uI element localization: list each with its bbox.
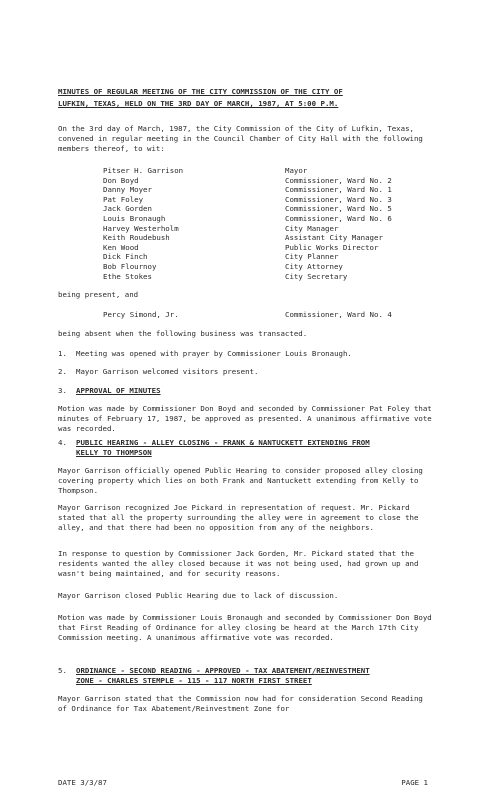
- member-title: City Secretary: [285, 271, 348, 281]
- member-row: [103, 233, 392, 243]
- member-title: Commissioner, Ward No. 3: [285, 194, 392, 204]
- member-row: [103, 204, 392, 214]
- second-reading-paragraph: Mayor Garrison stated that the Commission now had for consideration Second Reading of Ordinance for Tax Abatement/Reinvestment Zone for: [58, 694, 423, 713]
- member-title: Commissioner, Ward No. 2: [285, 175, 392, 185]
- being-absent-text: being absent when the following business was transacted.: [58, 329, 308, 338]
- item-4-header-line-1: PUBLIC HEARING - ALLEY CLOSING - FRANK & NANTUCKETT EXTENDING FROM: [76, 438, 370, 447]
- member-title: Assistant City Manager: [285, 233, 383, 243]
- member-title: City Attorney: [285, 261, 343, 271]
- item-4-number: 4.: [58, 438, 67, 447]
- gorden-question-paragraph: In response to question by Commissioner Jack Gorden, Mr. Pickard stated that the residents wanted the alley closed because it was not being used, had grown up and wasn't being maintained, and for security reasons.: [58, 549, 419, 578]
- pickard-paragraph: Mayor Garrison recognized Joe Pickard in representation of request. Mr. Pickard stated that all the property surrounding the alley were in agreement to close the alley, and that there had been no opposition from any of the neighbors.: [58, 503, 419, 532]
- item-4-header-line-2: KELLY TO THOMPSON: [76, 448, 152, 457]
- member-row: [103, 195, 392, 205]
- member-title: Mayor: [285, 166, 308, 175]
- hearing-closed-paragraph: Mayor Garrison closed Public Hearing due to lack of discussion.: [58, 591, 339, 600]
- member-row: [103, 262, 392, 272]
- member-name: Danny Moyer: [103, 185, 152, 195]
- member-row: [103, 166, 392, 176]
- member-name: Jack Gorden: [103, 204, 152, 214]
- member-row: [103, 243, 392, 253]
- footer-page-number: PAGE 1: [401, 778, 428, 787]
- member-name: Keith Roudebush: [103, 233, 170, 243]
- member-name: Dick Finch: [103, 252, 148, 262]
- item-1-number: 1.: [58, 349, 67, 358]
- item-5-header-line-2: ZONE - CHARLES STEMPLE - 115 - 117 NORTH FIRST STREET: [76, 676, 312, 685]
- first-reading-motion-paragraph: Motion was made by Commissioner Louis Bronaugh and seconded by Commissioner Don Boyd that First Reading of Ordinance for alley closing be heard at the March 17th City Commission meeting. A unanimous affirmative vote was recorded.: [58, 613, 432, 642]
- member-row: [103, 224, 392, 234]
- member-name: Don Boyd: [103, 175, 139, 185]
- member-title: City Planner: [285, 252, 339, 262]
- member-row: [103, 185, 392, 195]
- item-2: [58, 367, 436, 377]
- title-line-2: LUFKIN, TEXAS, HELD ON THE 3RD DAY OF MARCH, 1987, AT 5:00 P.M.: [58, 99, 339, 108]
- absent-member-title: Commissioner, Ward No. 4: [285, 310, 392, 319]
- member-name: Ethe Stokes: [103, 271, 152, 281]
- item-5-header-line-1: ORDINANCE - SECOND READING - APPROVED - TAX ABATEMENT/REINVESTMENT: [76, 666, 370, 675]
- item-4-heading: [58, 438, 436, 458]
- item-3-number: 3.: [58, 386, 67, 395]
- member-name: Bob Flournoy: [103, 261, 157, 271]
- item-2-number: 2.: [58, 367, 67, 376]
- member-title: Commissioner, Ward No. 5: [285, 204, 392, 214]
- hearing-opened-paragraph: Mayor Garrison officially opened Public Hearing to consider proposed alley closing covering property which lies on both Frank and Nantuckett extending from Kelly to Thompson.: [58, 466, 423, 495]
- being-present-text: being present, and: [58, 290, 139, 299]
- member-row: [103, 176, 392, 186]
- footer-date: DATE 3/3/87: [58, 778, 107, 787]
- item-3-header: APPROVAL OF MINUTES: [76, 386, 161, 395]
- member-title: City Manager: [285, 223, 339, 233]
- title-line-1: MINUTES OF REGULAR MEETING OF THE CITY COMMISSION OF THE CITY OF: [58, 87, 343, 96]
- item-2-text: Mayor Garrison welcomed visitors present.: [76, 367, 259, 376]
- member-row: [103, 214, 392, 224]
- members-present-list: [103, 166, 392, 281]
- member-title: Commissioner, Ward No. 1: [285, 185, 392, 195]
- absent-member-row: [103, 310, 443, 320]
- item-1-text: Meeting was opened with prayer by Commissioner Louis Bronaugh.: [76, 349, 352, 358]
- item-5-number: 5.: [58, 666, 67, 675]
- member-row: [103, 272, 392, 282]
- member-title: Public Works Director: [285, 242, 379, 252]
- minutes-approval-paragraph: Motion was made by Commissioner Don Boyd and seconded by Commissioner Pat Foley that minutes of February 17, 1987, be approved as presented. A unanimous affirmative vote was recorded.: [58, 404, 432, 433]
- item-5-heading: [58, 666, 436, 686]
- member-name: Pat Foley: [103, 194, 144, 204]
- intro-paragraph: On the 3rd day of March, 1987, the City Commission of the City of Lufkin, Texas, convened in regular meeting in the Council Chamber of City Hall with the following members thereof, to wit:: [58, 124, 423, 153]
- item-3-heading: [58, 386, 436, 396]
- absent-member-name: Percy Simond, Jr.: [103, 310, 179, 319]
- page-footer: [58, 778, 428, 788]
- member-name: Harvey Westerholm: [103, 223, 179, 233]
- member-name: Ken Wood: [103, 242, 139, 252]
- member-title: Commissioner, Ward No. 6: [285, 213, 392, 223]
- item-1: [58, 349, 436, 359]
- minutes-title: [58, 86, 436, 110]
- member-name: Pitser H. Garrison: [103, 166, 184, 175]
- member-name: Louis Bronaugh: [103, 213, 166, 223]
- member-row: [103, 252, 392, 262]
